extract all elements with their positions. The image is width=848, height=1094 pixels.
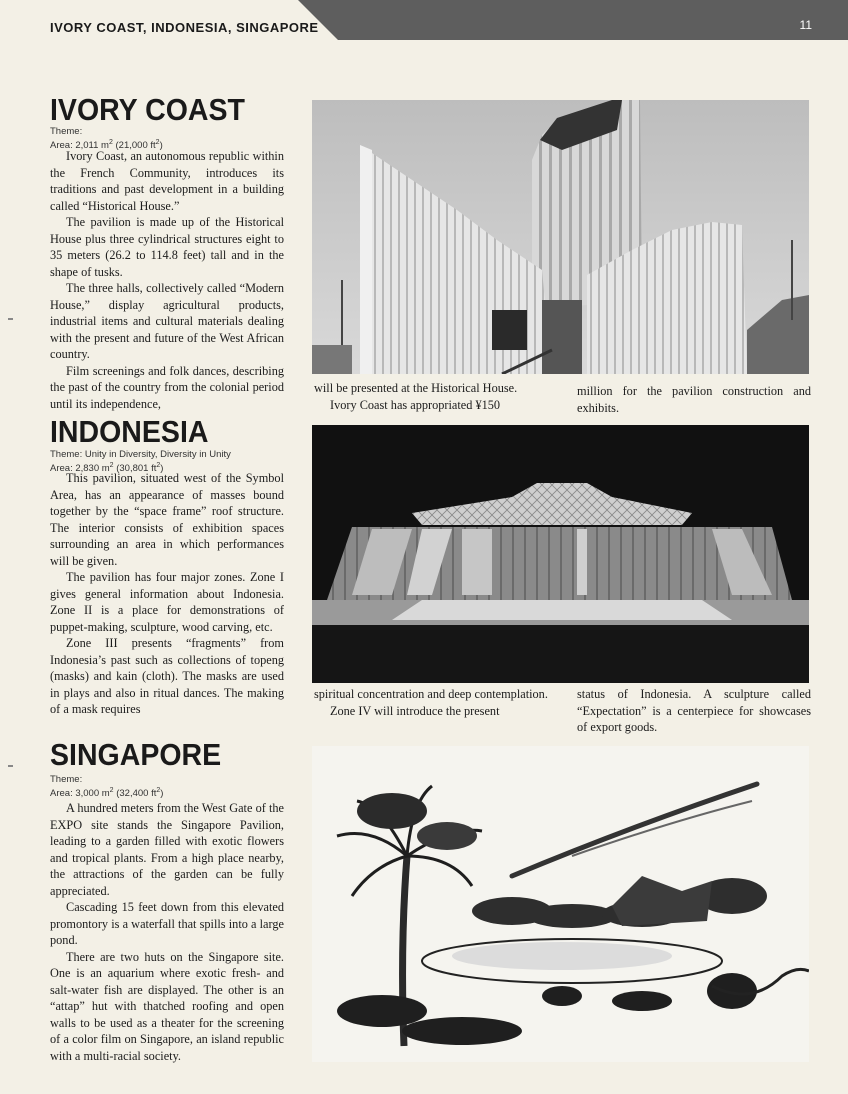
section-title-ivory-coast: IVORY COAST (50, 92, 245, 127)
paragraph: Ivory Coast, an autonomous republic within the French Community, introduces its traditions and past development in a building called “Historical House.” (50, 149, 284, 213)
ivory-coast-col2 (314, 380, 548, 413)
text-line: Zone IV will introduce the present (330, 703, 500, 718)
indonesia-theme: Theme: Unity in Diversity, Diversity in Unity (50, 449, 231, 460)
text-line: million for the pavilion construction and exhibits. (577, 384, 811, 415)
text-line: status of Indonesia. A sculpture called “Expectation” is a centerpiece for showcases of export goods. (577, 687, 811, 734)
singapore-garden-illustration (312, 746, 809, 1062)
paragraph: A hundred meters from the West Gate of the EXPO site stands the Singapore Pavilion, leading to a garden filled with exotic flowers and tropical plants. From a high place nearby, the attractions of the garden can be fully appreciated. (50, 801, 284, 898)
paragraph: The pavilion is made up of the Historical House plus three cylindrical structures eight to 35 meters (26.2 to 114.8 feet) tall and in the shape of tusks. (50, 215, 284, 279)
indonesia-col2 (314, 686, 548, 719)
indonesia-col3 (577, 686, 811, 736)
singapore-theme: Theme: (50, 774, 83, 785)
ivory-coast-body (50, 148, 284, 412)
header-band (298, 0, 848, 40)
paragraph: Cascading 15 feet down from this elevated promontory is a waterfall that spills into a large pond. (50, 900, 284, 947)
singapore-area: Area: 3,000 $m^2$ (32,400 $ft^2$) (50, 787, 164, 800)
paragraph: This pavilion, situated west of the Symbol Area, has an appearance of masses bound together by the “space frame” roof structure. The interior consists of exhibition spaces surrounding an area in which performances will be given. (50, 471, 284, 568)
margin-mark (8, 318, 13, 320)
indonesia-pavilion-model-photo (312, 425, 809, 683)
page-number: 11 (799, 18, 812, 32)
paragraph: Film screenings and folk dances, describing the past of the country from the colonial period until its independence, (50, 363, 284, 411)
section-title-singapore: SINGAPORE (50, 737, 222, 772)
paragraph: The pavilion has four major zones. Zone I gives general information about Indonesia. Zone II is a place for demonstrations of puppet-making, sculpture, wood carving, etc. (50, 570, 284, 634)
running-title: IVORY COAST, INDONESIA, SINGAPORE (50, 20, 319, 35)
paragraph: There are two huts on the Singapore site. One is an aquarium where exotic fresh- and salt-water fish are displayed. The other is an “attap” hut with thatched roofing and open walls to be used as a theater for the screening of a color film on Singapore, an island republic with a multi-racial society. (50, 949, 284, 1063)
ivory-coast-col3 (577, 383, 811, 416)
ivory-coast-pavilion-photo (312, 100, 809, 374)
ivory-coast-theme: Theme: (50, 126, 83, 137)
paragraph: Zone III presents “fragments” from Indonesia’s past such as collections of topeng (masks) and kain (cloth). The masks are used in plays and also in ritual dances. The making of a mask requires (50, 636, 284, 716)
paragraph: The three halls, collectively called “Modern House,” display agricultural products, industrial items and cultural materials dealing with the present and future of the West African country. (50, 281, 284, 361)
text-line: spiritual concentration and deep contemplation. (314, 687, 548, 701)
text-line: will be presented at the Historical House. (314, 381, 518, 395)
singapore-body (50, 800, 284, 1064)
ivory-coast-area: Area: 2,011 $m^2$ (21,000 $ft^2$) (50, 139, 163, 152)
text-line: Ivory Coast has appropriated ¥150 (330, 397, 501, 412)
indonesia-body (50, 470, 284, 718)
section-title-indonesia: INDONESIA (50, 414, 209, 449)
indonesia-area: Area: 2,830 $m^2$ (30,801 $ft^2$) (50, 462, 164, 475)
margin-mark (8, 765, 13, 767)
